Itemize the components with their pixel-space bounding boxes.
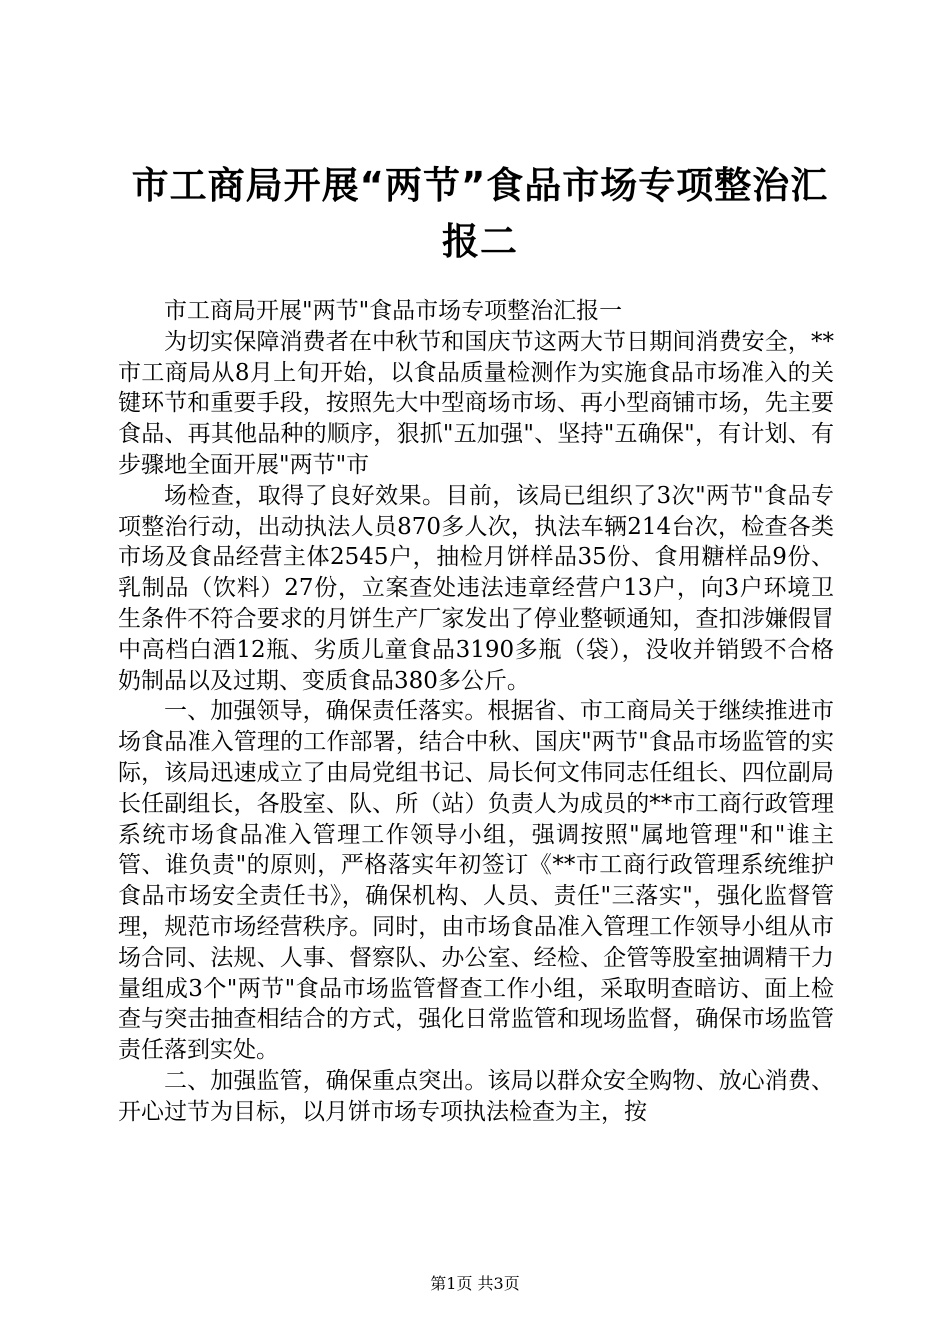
document-title: 市工商局开展“两节”食品市场专项整治汇报二 [131, 164, 829, 263]
paragraph-intro: 为切实保障消费者在中秋节和国庆节这两大节日期间消费安全，**市工商局从8月上旬开始，以食品质量检测作为实施食品市场准入的关键环节和重要手段，按照先大中型商场市场、再小型商铺市场，先主要食品、再其他品种的顺序，狠抓"五加强"、坚持"五确保"，有计划、有步骤地全面开展"两节"市 [118, 328, 834, 478]
paragraph-subtitle: 市工商局开展"两节"食品市场专项整治汇报一 [164, 298, 623, 324]
page-footer: 第1页 共3页 [430, 1274, 520, 1293]
paragraph-section-one: 一、加强领导，确保责任落实。根据省、市工商局关于继续推进市场食品准入管理的工作部署，结合中秋、国庆"两节"食品市场监管的实际，该局迅速成立了由局党组书记、局长何文伟同志任组长、四位副局长任副组长，各股室、队、所（站）负责人为成员的**市工商行政管理系统市场食品准入管理工作领导小组，强调按照"属地管理"和"谁主管、谁负责"的原则，严格落实年初签订《**市工商行政管理系统维护食品市场安全责任书》，确保机构、人员、责任"三落实"，强化监督管理，规范市场经营秩序。同时，由市场食品准入管理工作领导小组从市场合同、法规、人事、督察队、办公室、经检、企管等股室抽调精干力量组成3个"两节"食品市场监管督查工作小组，采取明查暗访、面上检查与突击抽查相结合的方式，强化日常监管和现场监督，确保市场监管责任落到实处。 [118, 698, 834, 1064]
paragraph-section-two: 二、加强监管，确保重点突出。该局以群众安全购物、放心消费、开心过节为目标，以月饼市场专项执法检查为主，按 [118, 1067, 834, 1125]
document-body [118, 296, 834, 1128]
paragraph-results: 场检查，取得了良好效果。目前，该局已组织了3次"两节"食品专项整治行动，出动执法人员870多人次，执法车辆214台次，检查各类市场及食品经营主体2545户，抽检月饼样品35份、食用糖样品9份、乳制品（饮料）27份，立案查处违法违章经营户13户，向3户环境卫生条件不符合要求的月饼生产厂家发出了停业整顿通知，查扣涉嫌假冒中高档白酒12瓶、劣质儿童食品3190多瓶（袋），没收并销毁不合格奶制品以及过期、变质食品380多公斤。 [118, 482, 834, 694]
